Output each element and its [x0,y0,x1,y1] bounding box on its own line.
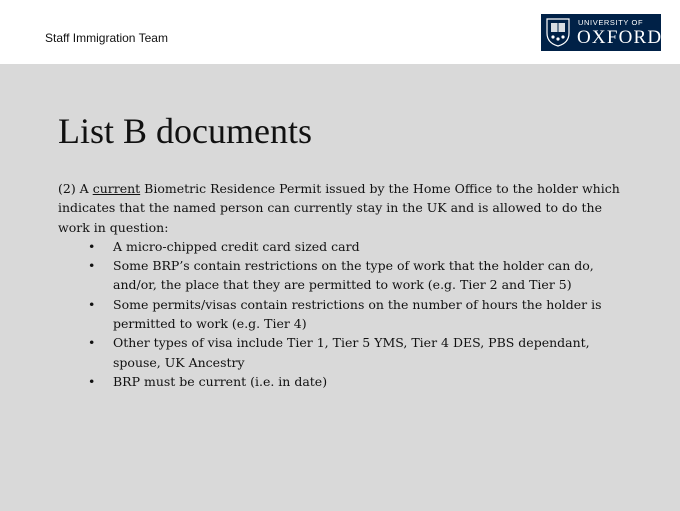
page-title: List B documents [58,111,312,151]
list-item [58,256,628,295]
body-text [58,179,628,391]
list-item [58,237,628,256]
logo-oxford: OXFORD [577,27,663,48]
list-item [58,295,628,334]
oxford-logo [541,14,661,51]
slide-header [0,0,680,64]
intro-emphasis: current [92,181,141,196]
bullet-icon: • [88,296,96,312]
bullet-icon: • [88,373,96,389]
slide-content [0,64,680,511]
list-item-text: A micro-chipped credit card sized card [113,238,360,254]
intro-rest: Biometric Residence Permit issued by the Home Office to the holder which indicates that the named person can currently stay in the UK and is allowed to do the work in question: [58,181,620,235]
list-item [58,372,628,391]
list-item-text: BRP must be current (i.e. in date) [113,373,328,389]
team-name: Staff Immigration Team [45,31,168,45]
intro-prefix: (2) A [58,181,93,196]
list-item [58,333,628,372]
bullet-icon: • [88,238,96,254]
list-item-text: Some permits/visas contain restrictions on the number of hours the holder is permitted to work (e.g. Tier 4) [113,296,602,332]
bullet-icon: • [88,335,96,351]
logo-university-of: UNIVERSITY OF [578,18,644,27]
list-item-text: Other types of visa include Tier 1, Tier 5 YMS, Tier 4 DES, PBS dependant, spouse, UK Ancestry [113,335,590,370]
bullet-list [58,237,628,391]
list-item-text: Some BRP’s contain restrictions on the type of work that the holder can do, and/or, the place that they are permitted to work (e.g. Tier 2 and Tier 5) [113,258,594,293]
oxford-crest-icon [546,18,570,47]
intro-paragraph [58,179,628,237]
bullet-icon: • [88,258,96,274]
